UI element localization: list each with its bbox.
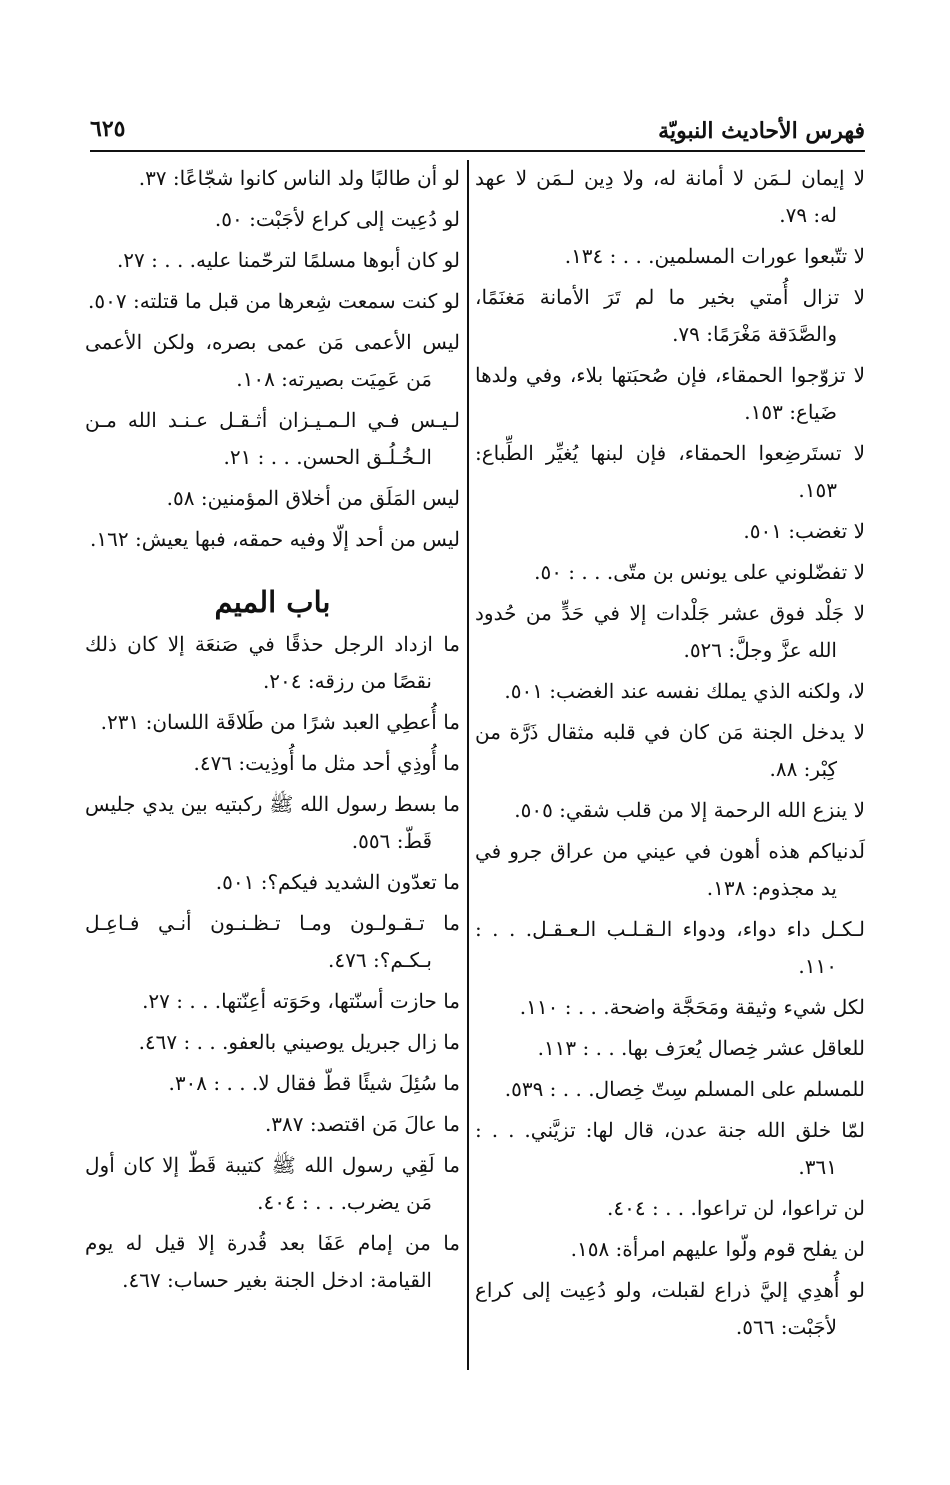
hadith-index-entry: ما بسط رسول الله ﷺ ركبتيه بين يدي جليس قَطّ: ٥٥٦. (85, 792, 460, 853)
page-header (90, 100, 865, 152)
hadith-index-entry: ما حازت أسنّتها، وحَوَته أعِنّتها. . . : ٢٧. (142, 989, 460, 1013)
hadith-index-entry: لا تزوّجوا الحمقاء، فإن صُحبَتها بلاء، وفي ولدها ضَياع: ١٥٣. (475, 363, 865, 424)
hadith-index-entry: لو كنت سمعت شِعرها من قبل ما قتلته: ٥٠٧. (88, 289, 460, 313)
hadith-index-entry: لن يفلح قوم ولّوا عليهم امرأة: ١٥٨. (570, 1237, 865, 1261)
hadith-index-entry: ما لَقِي رسول الله ﷺ كتيبة قَطّ إلا كان أول مَن يضرب. . . : ٤٠٤. (85, 1153, 460, 1214)
hadith-index-entry: ما أُوذِي أحد مثل ما أُوذِيت: ٤٧٦. (193, 751, 460, 775)
column-divider (467, 160, 469, 1370)
hadith-index-entry: لا جَلْد فوق عشر جَلْدات إلا في حَدٍّ من حُدود الله عزَّ وجلَّ: ٥٢٦. (475, 601, 865, 662)
left-column-bottom-entries (85, 626, 460, 1299)
hadith-index-entry: لا تتّبعوا عورات المسلمين. . . : ١٣٤. (564, 244, 865, 268)
hadith-index-entry: لن تراعوا، لن تراعوا. . . : ٤٠٤. (607, 1196, 865, 1220)
hadith-index-entry: لا تستَرضِعوا الحمقاء، فإن لبنها يُغيِّر الطِّباع: ١٥٣. (475, 441, 865, 502)
section-heading: باب الميم (214, 585, 331, 619)
hadith-index-entry: لا ينزع الله الرحمة إلا من قلب شقي: ٥٠٥. (514, 798, 865, 822)
hadith-index-entry: لا إيمان لـمَن لا أمانة له، ولا دِين لـمَن لا عهد له: ٧٩. (475, 166, 865, 227)
hadith-index-entry: لو دُعِيت إلى كراع لأجَبْت: ٥٠. (214, 207, 460, 231)
hadith-index-entry: ما ازداد الرجل حذقًا في صَنعَة إلا كان ذلك نقصًا من رزقه: ٢٠٤. (85, 632, 460, 693)
hadith-index-entry: لو أُهدِي إليَّ ذراع لقبلت، ولو دُعِيت إلى كراع لأجَبْت: ٥٦٦. (475, 1278, 865, 1339)
hadith-index-entry: لا، ولكنه الذي يملك نفسه عند الغضب: ٥٠١. (504, 679, 865, 703)
hadith-index-entry: ما تعدّون الشديد فيكم؟: ٥٠١. (215, 870, 460, 894)
hadith-index-entry: للمسلم على المسلم سِتّ خِصال. . . : ٥٣٩. (504, 1077, 865, 1101)
hadith-index-entry: ما زال جبريل يوصيني بالعفو. . . : ٤٦٧. (138, 1030, 460, 1054)
right-column (475, 160, 865, 1350)
hadith-index-entry: ليس من أحد إلّا وفيه حمقه، فبها يعيش: ١٦٢. (90, 527, 460, 551)
left-column (85, 160, 460, 1303)
hadith-index-entry: ما عالَ مَن اقتصد: ٣٨٧. (264, 1112, 460, 1136)
hadith-index-entry: لا تغضب: ٥٠١. (743, 519, 865, 543)
hadith-index-entry: لا تزال أُمتي بخير ما لم تَرَ الأمانة مَغنَمًا، والصَّدَقة مَغْرَمًا: ٧٩. (475, 285, 865, 346)
hadith-index-entry: ليس المَلَق من أخلاق المؤمنين: ٥٨. (166, 486, 460, 510)
hadith-index-entry: ما تـقـولـون ومـا تـظـنـون أنـي فـاعِـل بـكـم؟: ٤٧٦. (85, 911, 460, 972)
hadith-index-entry: لمّا خلق الله جنة عدن، قال لها: تزيَّني. . . : ٣٦١. (475, 1118, 865, 1179)
page-number: ٦٢٥ (90, 116, 126, 142)
hadith-index-entry: ما سُئِلَ شيئًا قطّ فقال لا. . . : ٣٠٨. (168, 1071, 460, 1095)
hadith-index-entry: للعاقل عشر خِصال يُعرَف بها. . . : ١١٣. (537, 1036, 865, 1060)
hadith-index-entry: ما من إمام عَفَا بعد قُدرة إلا قيل له يوم القيامة: ادخل الجنة بغير حساب: ٤٦٧. (85, 1231, 460, 1292)
hadith-index-entry: لَدنياكم هذه أهون في عيني من عراق جرو في يد مجذوم: ١٣٨. (475, 839, 865, 900)
hadith-index-entry: لا يدخل الجنة مَن كان في قلبه مثقال ذَرَّة من كِبْر: ٨٨. (475, 720, 865, 781)
left-column-top-entries (85, 160, 460, 558)
hadith-index-entry: لـكـل داء دواء، ودواء الـقـلـب الـعـقـل. . . : ١١٠. (475, 917, 865, 978)
hadith-index-entry: لو كان أبوها مسلمًا لترحّمنا عليه. . . : ٢٧. (116, 248, 460, 272)
hadith-index-entry: لكل شيء وثيقة ومَحَجَّة واضحة. . . : ١١٠. (519, 995, 865, 1019)
running-title: فهرس الأحاديث النبويّة (658, 118, 865, 144)
hadith-index-entry: لا تفضّلوني على يونس بن متّى. . . : ٥٠. (534, 560, 865, 584)
hadith-index-entry: لو أن طالبًا ولد الناس كانوا شجّاعًا: ٣٧. (138, 166, 460, 190)
hadith-index-entry: ما أُعطِي العبد شرًا من طَلاقَة اللسان: ٢٣١. (100, 710, 460, 734)
hadith-index-entry: لـيـس فـي الـمـيـزان أثـقـل عـنـد الله مـن الـخُـلُـق الحسن. . . : ٢١. (85, 408, 460, 469)
hadith-index-entry: ليس الأعمى مَن عمى بصره، ولكن الأعمى مَن عَمِيَت بصيرته: ١٠٨. (85, 330, 460, 391)
